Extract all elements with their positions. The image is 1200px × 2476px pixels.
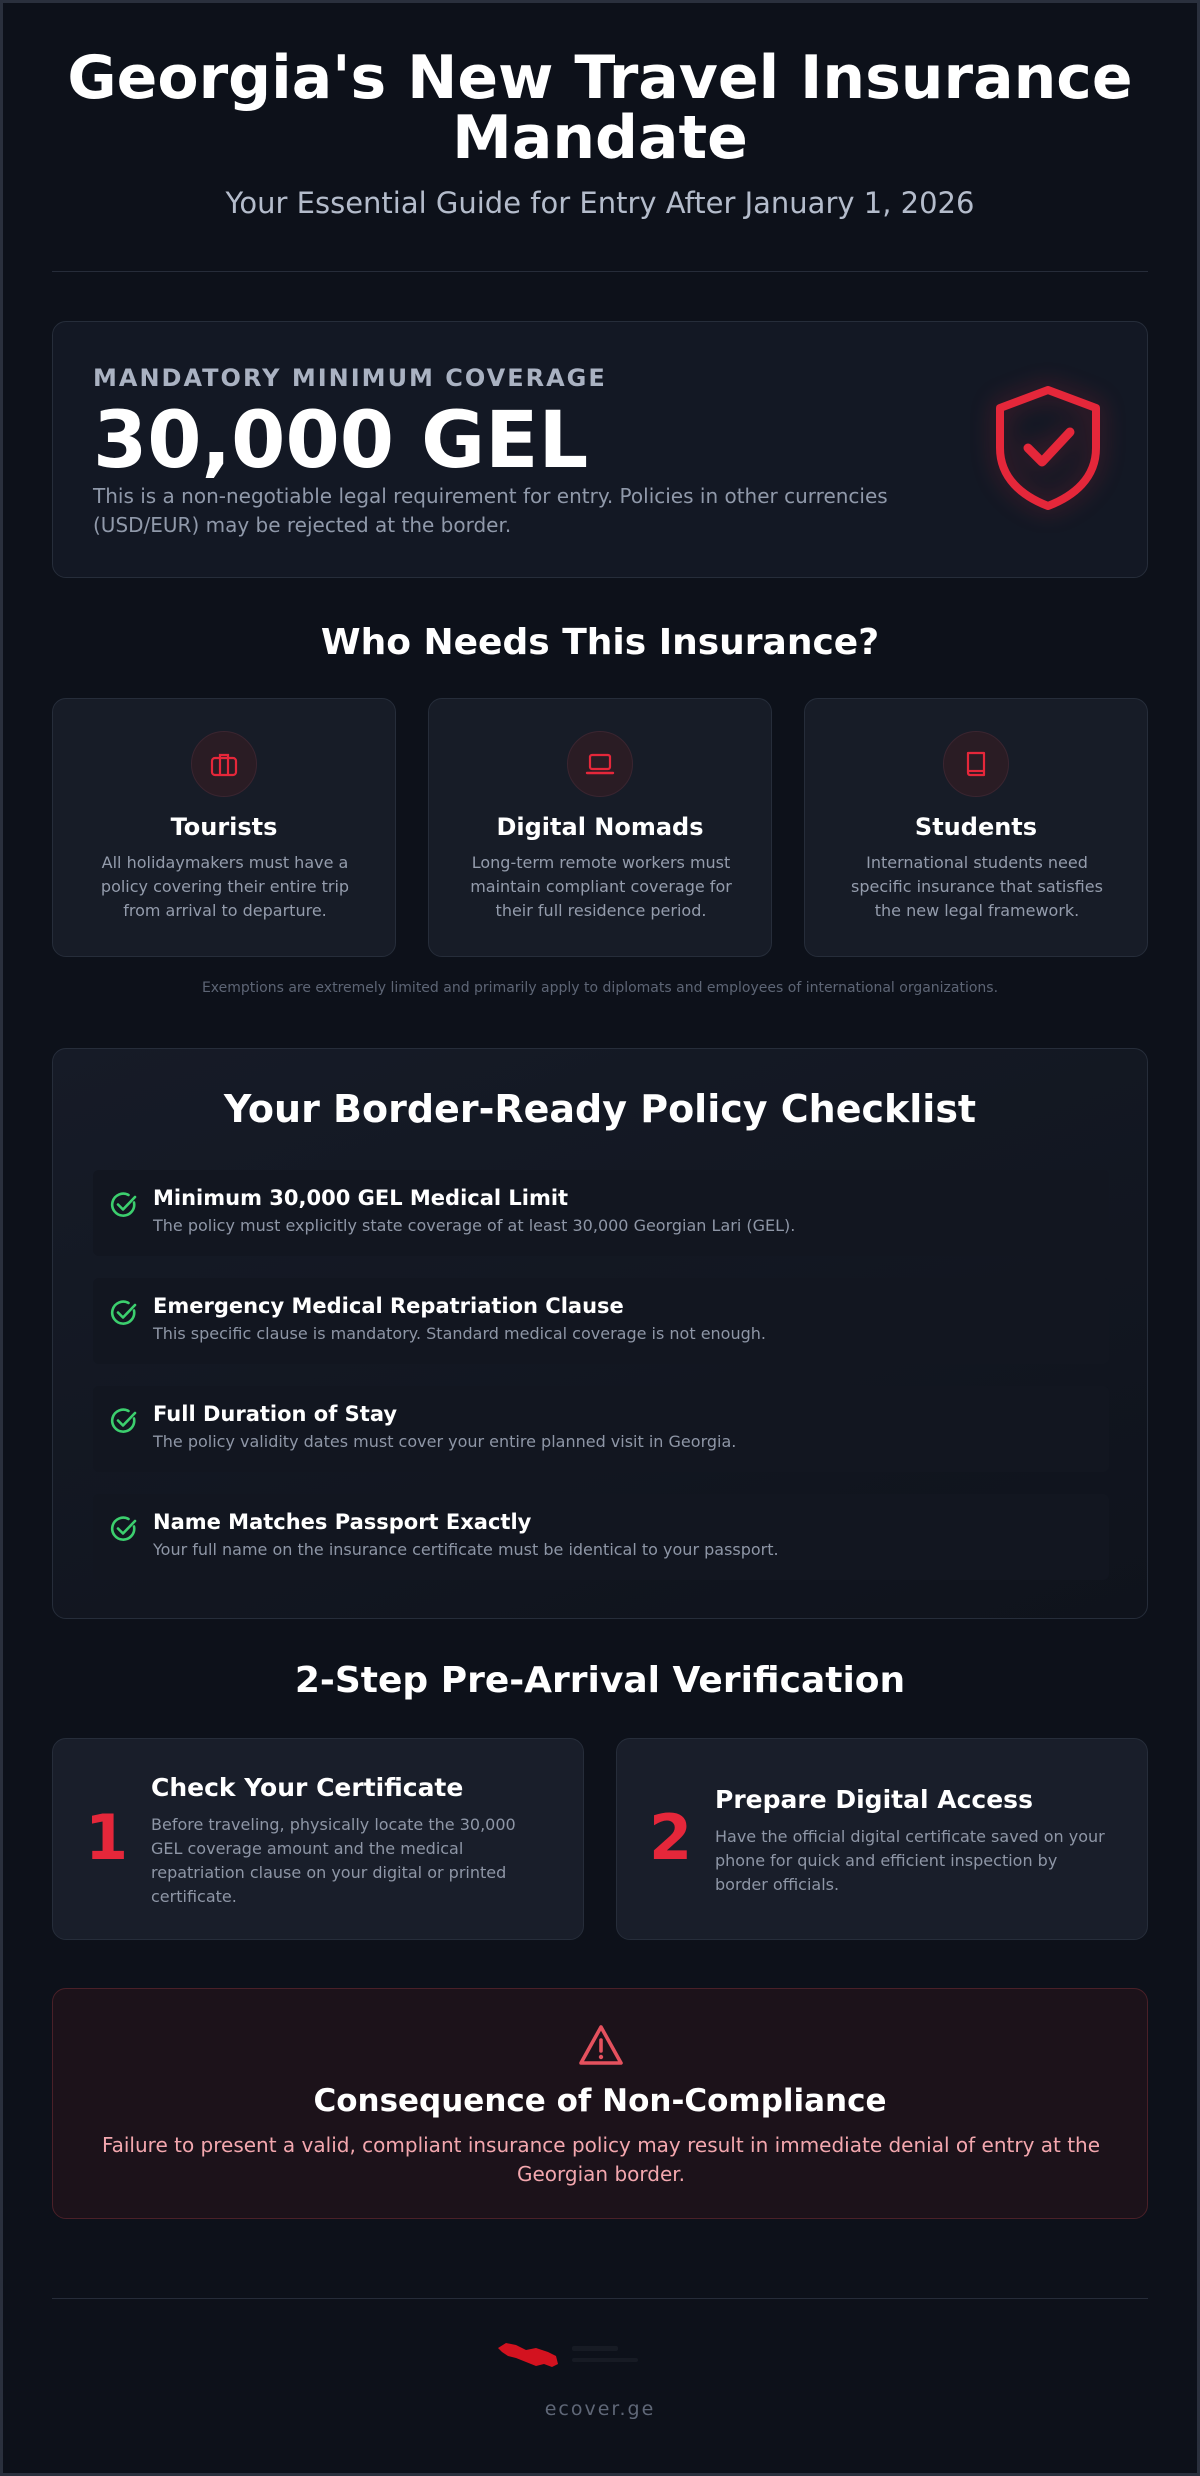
checklist-item (93, 1386, 1109, 1472)
checklist-item-title: Emergency Medical Repatriation Clause (153, 1294, 624, 1318)
footer-site: ecover.ge (544, 2398, 656, 2420)
who-card-description: International students need specific insurance that satisfies the new legal framework. (851, 853, 1103, 920)
consequence-card (52, 1988, 1148, 2219)
who-card-tourists (52, 698, 396, 957)
step-description: Have the official digital certificate saved on your phone for quick and efficient inspection by border officials. (715, 1827, 1105, 1894)
header-divider (52, 271, 1148, 272)
who-card-digital-nomads (428, 698, 772, 957)
checklist-item-title: Minimum 30,000 GEL Medical Limit (153, 1186, 569, 1210)
checklist-item-description: Your full name on the insurance certificate must be identical to your passport. (153, 1540, 779, 1559)
step-card-2 (616, 1738, 1148, 1940)
checklist-item (93, 1494, 1109, 1580)
who-card-description: All holidaymakers must have a policy covering their entire trip from arrival to departure. (100, 853, 350, 920)
check-circle-icon (109, 1514, 139, 1544)
briefcase-icon (191, 731, 257, 797)
checklist-card (52, 1048, 1148, 1619)
georgia-map-logo (496, 2334, 706, 2378)
who-card-description: Long-term remote workers must maintain compliant coverage for their full residence period. (470, 853, 732, 920)
consequence-title: Consequence of Non-Compliance (313, 2083, 887, 2119)
page-title: Georgia's New Travel Insurance Mandate (67, 43, 1133, 173)
checklist-item (93, 1170, 1109, 1256)
step-title: Prepare Digital Access (715, 1785, 1033, 1814)
coverage-description: This is a non-negotiable legal requirement for entry. Policies in other currencies (USD/EUR) may be rejected at the border. (93, 484, 888, 537)
who-card-students (804, 698, 1148, 957)
checklist-item-title: Name Matches Passport Exactly (153, 1510, 532, 1534)
step-description: Before traveling, physically locate the 30,000 GEL coverage amount and the medical repatriation clause on your digital or printed certificate. (151, 1815, 516, 1906)
check-circle-icon (109, 1190, 139, 1220)
footer-divider (52, 2298, 1148, 2299)
book-icon (943, 731, 1009, 797)
checklist-item-title: Full Duration of Stay (153, 1402, 398, 1426)
check-circle-icon (109, 1406, 139, 1436)
step-number: 2 (649, 1801, 693, 1874)
coverage-amount: 30,000 GEL (93, 396, 589, 486)
consequence-description: Failure to present a valid, compliant insurance policy may result in immediate denial of entry at the Georgian border. (101, 2133, 1101, 2186)
coverage-label: MANDATORY MINIMUM COVERAGE (93, 364, 607, 392)
warning-icon (577, 2023, 625, 2067)
who-card-title: Students (914, 813, 1038, 841)
coverage-card (52, 321, 1148, 578)
page-subtitle: Your Essential Guide for Entry After January 1, 2026 (225, 186, 975, 220)
step-number: 1 (85, 1801, 129, 1874)
verification-section-title: 2-Step Pre-Arrival Verification (294, 1660, 906, 1701)
laptop-icon (567, 731, 633, 797)
checklist-item (93, 1278, 1109, 1364)
checklist-item-description: This specific clause is mandatory. Standard medical coverage is not enough. (153, 1324, 766, 1343)
who-card-title: Digital Nomads (496, 813, 704, 841)
who-section-title: Who Needs This Insurance? (320, 622, 880, 663)
who-card-title: Tourists (170, 813, 278, 841)
step-title: Check Your Certificate (151, 1773, 464, 1802)
shield-check-icon (988, 382, 1108, 512)
exemption-note: Exemptions are extremely limited and primarily apply to diplomats and employees of international organizations. (201, 980, 999, 996)
check-circle-icon (109, 1298, 139, 1328)
checklist-title: Your Border-Ready Policy Checklist (223, 1087, 977, 1131)
step-card-1 (52, 1738, 584, 1940)
checklist-item-description: The policy validity dates must cover your entire planned visit in Georgia. (153, 1432, 737, 1451)
checklist-item-description: The policy must explicitly state coverage of at least 30,000 Georgian Lari (GEL). (153, 1216, 796, 1235)
